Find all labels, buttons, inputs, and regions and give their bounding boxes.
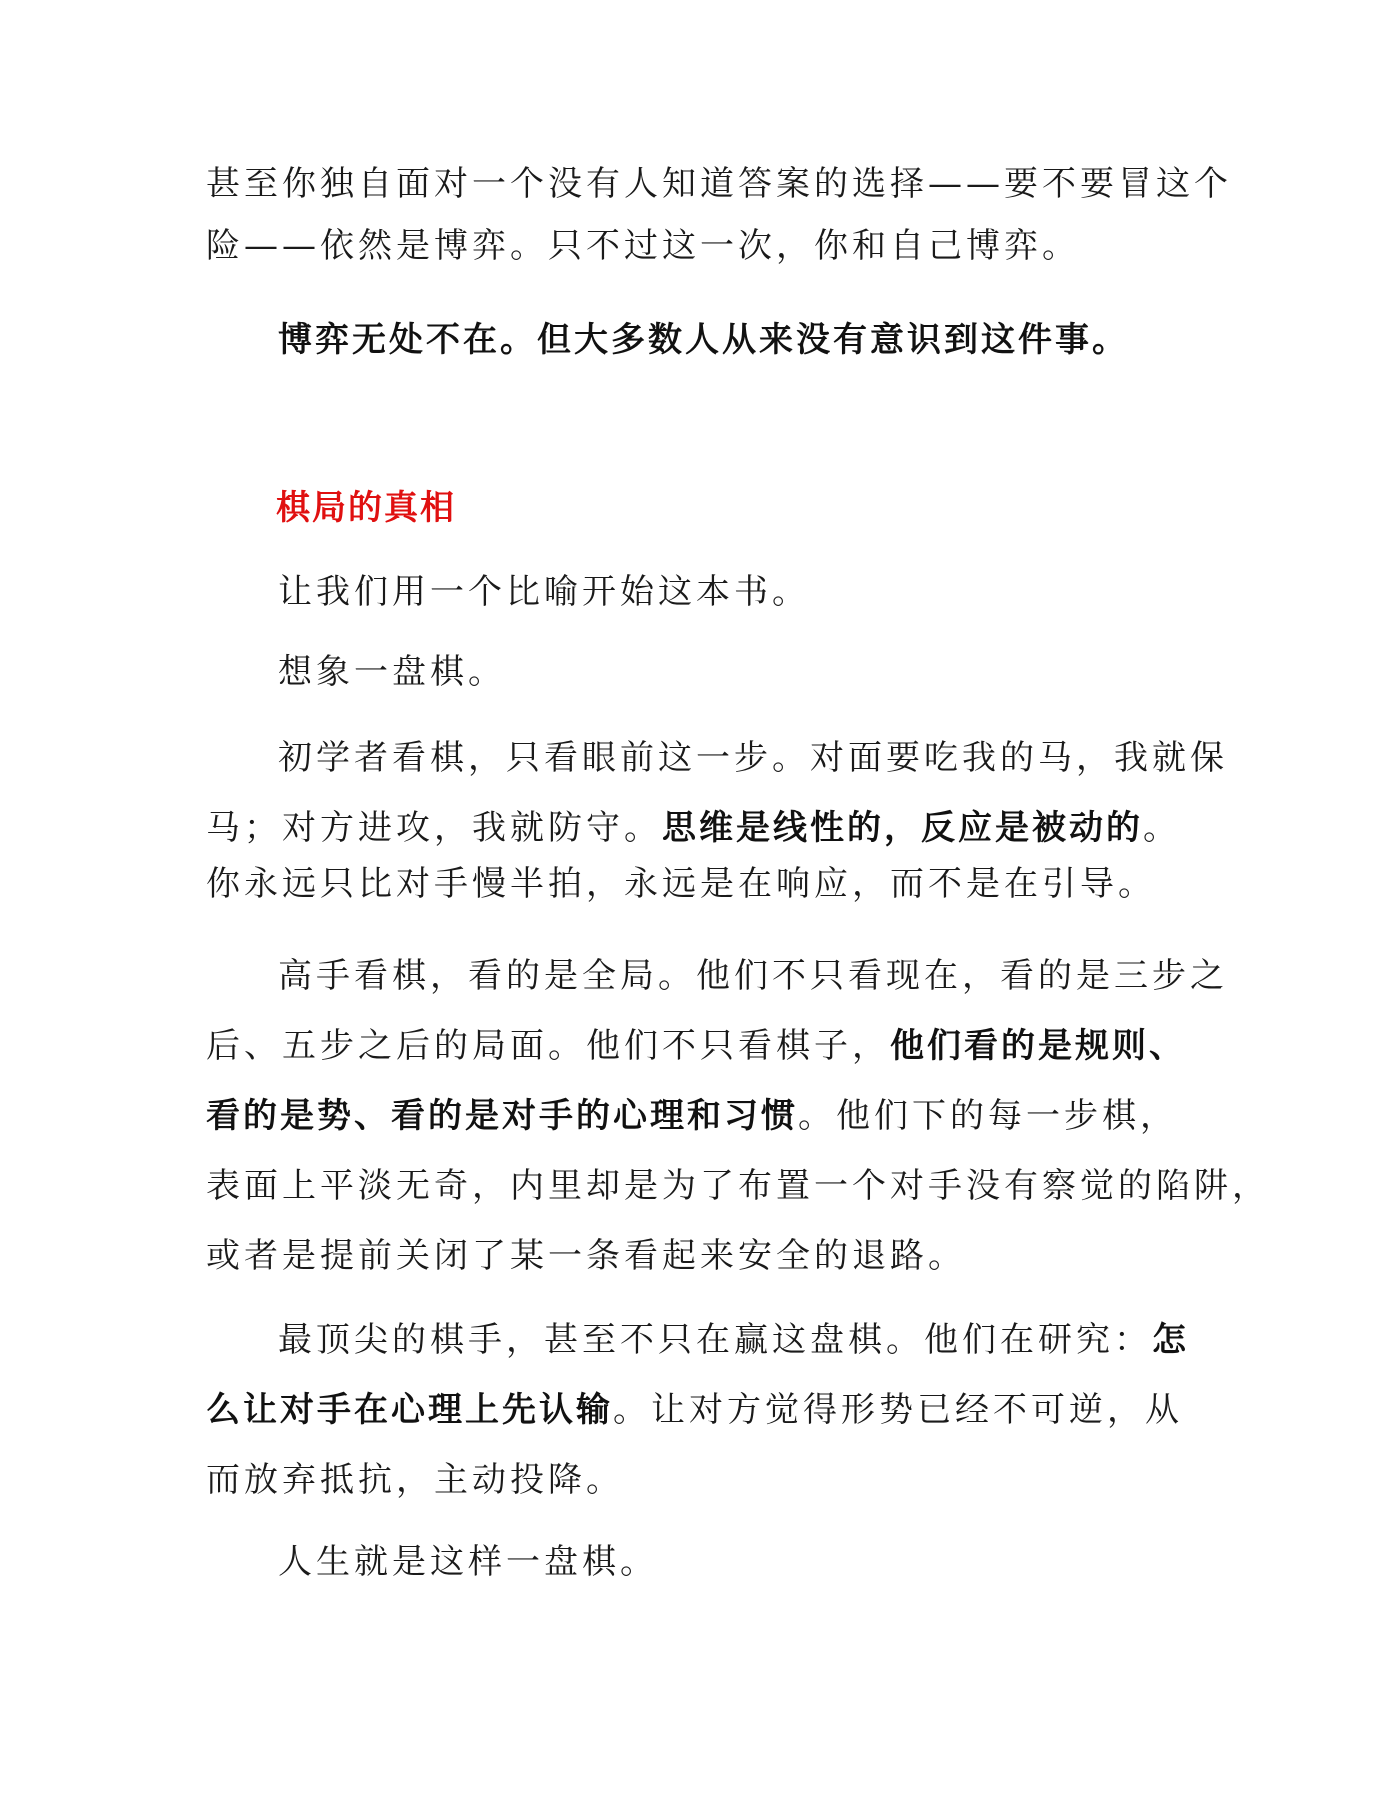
paragraph-4-line-2 [206, 1024, 1186, 1068]
paragraph-4-line-1: 高手看棋，看的是全局。他们不只看现在，看的是三步之 [278, 956, 1228, 996]
paragraph-3-line-2-plain: 马；对方进攻，我就防守。 [206, 808, 662, 848]
paragraph-4-line-4: 表面上平淡无奇，内里却是为了布置一个对手没有察觉的陷阱， [206, 1166, 1270, 1206]
paragraph-4-line-3-plain: 。他们下的每一步棋， [798, 1096, 1178, 1136]
section-heading: 棋局的真相 [276, 488, 456, 528]
paragraph-5-emphasis-1: 怎 [1152, 1320, 1189, 1360]
paragraph-3-line-2-end: 。 [1143, 808, 1181, 848]
paragraph-4-emphasis-2: 看的是势、看的是对手的心理和习惯 [206, 1096, 798, 1136]
paragraph-3-line-1: 初学者看棋，只看眼前这一步。对面要吃我的马，我就保 [278, 738, 1228, 778]
paragraph-4-line-3 [206, 1094, 1178, 1138]
paragraph-4-line-5: 或者是提前关闭了某一条看起来安全的退路。 [206, 1236, 966, 1276]
paragraph-5-line-3: 而放弃抵抗，主动投降。 [206, 1460, 624, 1500]
paragraph-3-line-3: 你永远只比对手慢半拍，永远是在响应，而不是在引导。 [206, 864, 1156, 904]
paragraph-5-line-1-plain: 最顶尖的棋手，甚至不只在赢这盘棋。他们在研究： [278, 1320, 1152, 1360]
key-statement: 博弈无处不在。但大多数人从来没有意识到这件事。 [278, 320, 1129, 360]
paragraph-3-emphasis: 思维是线性的，反应是被动的 [662, 808, 1143, 848]
intro-line-1: 甚至你独自面对一个没有人知道答案的选择——要不要冒这个 [206, 164, 1232, 204]
paragraph-6: 人生就是这样一盘棋。 [278, 1542, 658, 1582]
paragraph-4-emphasis-1: 他们看的是规则、 [890, 1026, 1186, 1066]
paragraph-4-line-2-plain: 后、五步之后的局面。他们不只看棋子， [206, 1026, 890, 1066]
paragraph-5-emphasis-2: 么让对手在心理上先认输 [206, 1390, 613, 1430]
paragraph-5-line-2 [206, 1388, 1183, 1432]
paragraph-2: 想象一盘棋。 [278, 652, 506, 692]
paragraph-5-line-2-plain: 。让对方觉得形势已经不可逆，从 [613, 1390, 1183, 1430]
paragraph-1: 让我们用一个比喻开始这本书。 [278, 572, 810, 612]
paragraph-3-line-2 [206, 806, 1181, 850]
intro-line-2: 险——依然是博弈。只不过这一次，你和自己博弈。 [206, 226, 1080, 266]
paragraph-5-line-1 [278, 1318, 1189, 1362]
